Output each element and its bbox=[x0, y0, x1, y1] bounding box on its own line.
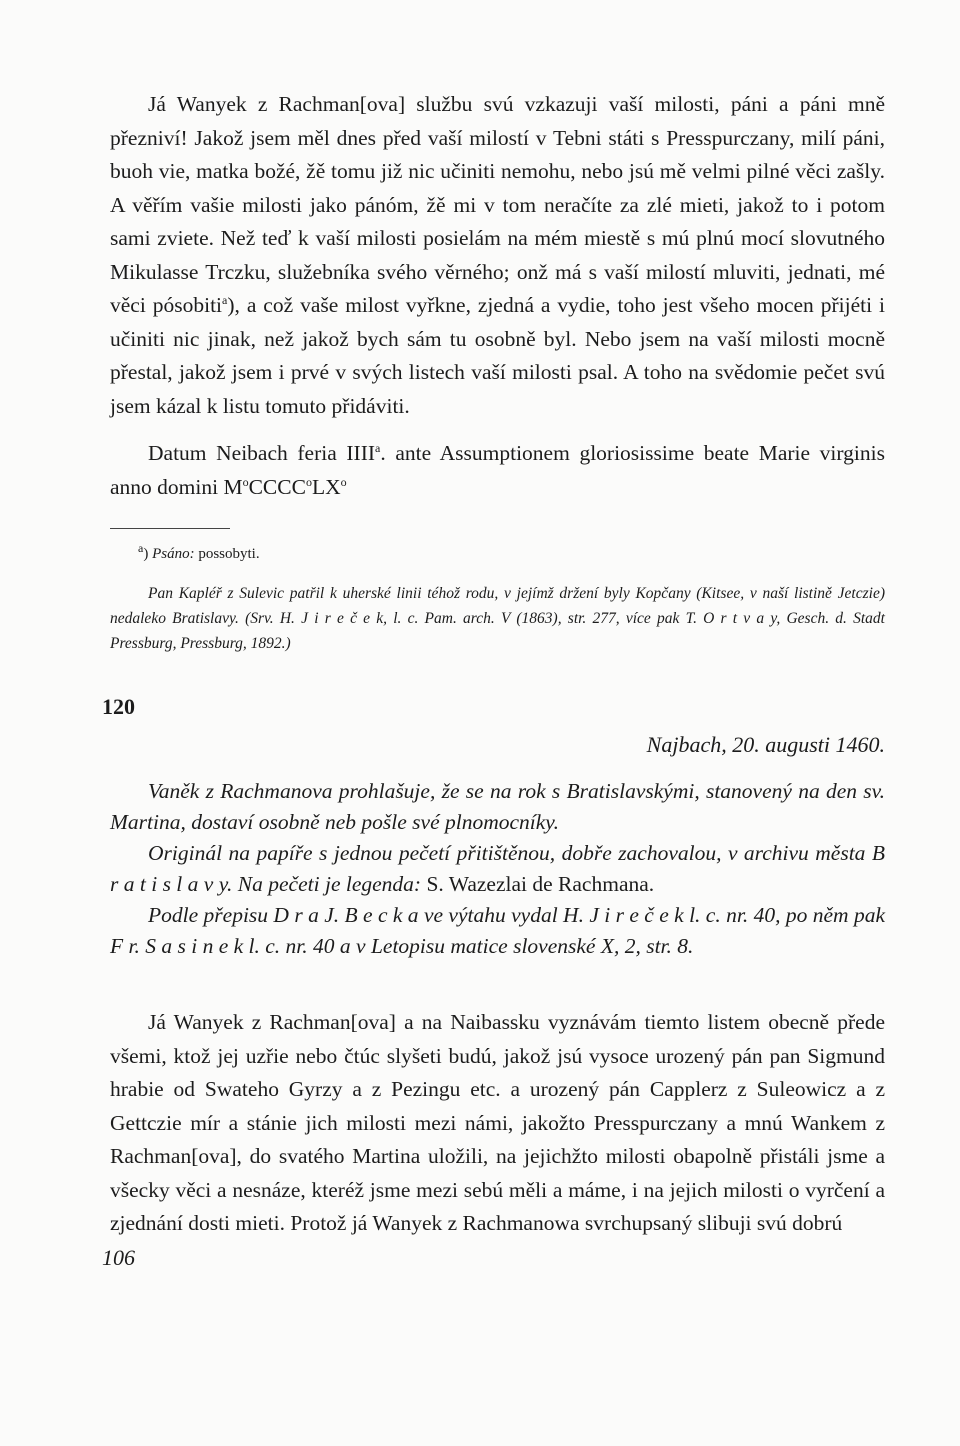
datum-sup: a bbox=[375, 440, 381, 455]
datum-part: CCCC bbox=[248, 474, 306, 499]
charter-text: Já Wanyek z Rachman[ova] a na Naibassku vyznávám tiemto listem obecně přede všemi, ktož jej uzřie nebo čtúc slyšeti budú, jakož jsú vysoce urozený pán pan Sigmund hrabie od Swateho Gyrzy a z Pezingu etc. a urozený pán Capplerz z Suleowicz a z Gettczie mír a stánie jich milosti mezi námi, jakožto Presspurczany a mnú Wankem z Rachman[ova], do svatého Martina uložili, na jejichžto milosti obapolně přistáli jsme a všecky věci a nesnáze, kteréž jsme mezi sebú měli a máme, i na jejich milosti o vyrčení a zjednání dosti mieti. Protož já Wanyek z Rachmanowa svrchupsaný slibuji svú dobrú bbox=[110, 1010, 885, 1235]
page-number: 106 bbox=[102, 1244, 135, 1270]
footnote: $^a$) Psáno: possobyti. bbox=[138, 541, 260, 562]
letter-paragraph bbox=[110, 88, 885, 423]
letter-text-cont: ), a což vaše milost vyřkne, zjedná a vydie, toho jest všeho mocen přijéti i učiniti nic jinak, než jakož bych sám tu osobně byl. Nebo jsem na vaší milosti mocně přestal, jakož jsem i prvé v svých listech vaší milosti psal. A toho na svědomie pečet svú jsem kázal k listu tomuto přidáviti. bbox=[110, 293, 885, 418]
editorial-note: Pan Kapléř z Sulevic patřil k uherské linii téhož rodu, v jejímž držení byly Kopčany (Kitsee, v naší listině Jetczie) nedaleko Bratislavy. (Srv. H. J i r e č e k, l. c. Pam. arch. V (1863), str. 277, více pak T. O r t v a y, Gesch. d. Stadt Pressburg, Pressburg, 1892.) bbox=[110, 585, 885, 652]
place-date: Najbach, 20. augusti 1460. bbox=[646, 732, 885, 757]
footnote-text: possobyti. bbox=[198, 546, 260, 562]
regest-original-text: Originál na papíře s jednou pečetí přitištěnou, dobře zachovalou, v archivu města B r a t i s l a v y. Na pečeti je legenda: bbox=[110, 841, 885, 896]
datum-part: . ante Assumptionem gloriosissime beate Marie virginis anno domini M bbox=[110, 441, 885, 499]
document-number: 120 bbox=[102, 694, 135, 719]
datum-line bbox=[110, 437, 885, 504]
regest-edition: Podle přepisu D r a J. B e c k a ve výtahu vydal H. J i r e č e k l. c. nr. 40, po něm pak F r. S a s i n e k l. c. nr. 40 a v Letopisu matice slovenské X, 2, str. 8. bbox=[110, 903, 885, 958]
letter-text: Já Wanyek z Rachman[ova] službu svú vzkazuji vaší milosti, páni a páni mně přezniví! Jakož jsem měl dnes před vaší milostí v Tebni státi s Presspurczany, milí páni, buoh vie, matka božé, žě tomu již nic učiniti nemohu, nebo jsú mě velmi pilné věci zašly. A věřím vašie milosti jako pánóm, žě mi v tom neračíte za zlé mieti, jakož to i potom sami zviete. Než teď k vaší milosti posielám na mém miestě s mú plnú mocí slovutného Mikulasse Trczku, služebníka svého věrného; onž má s vaší milostí mluviti, jednati, mé věci pósobiti bbox=[110, 92, 885, 317]
datum-sup: o bbox=[305, 474, 312, 489]
datum-part: LX bbox=[311, 474, 341, 499]
footnote-marker: a bbox=[138, 541, 144, 555]
document-page bbox=[102, 88, 885, 1271]
regest-summary: Vaněk z Rachmanova prohlašuje, že se na rok s Bratislavskými, stanovený na den sv. Martina, dostaví osobně neb pošle své plnomocníky. bbox=[110, 779, 885, 834]
footnote-ref: a bbox=[222, 292, 228, 307]
footnote-label: Psáno: bbox=[152, 546, 195, 562]
regest-original bbox=[110, 838, 885, 900]
footnote-divider bbox=[110, 528, 230, 529]
seal-legend: S. Wazezlai de Rachmana. bbox=[426, 872, 655, 896]
datum-sup: o bbox=[242, 474, 249, 489]
datum-part: Datum Neibach feria IIII bbox=[148, 441, 376, 465]
datum-sup: o bbox=[340, 474, 347, 489]
